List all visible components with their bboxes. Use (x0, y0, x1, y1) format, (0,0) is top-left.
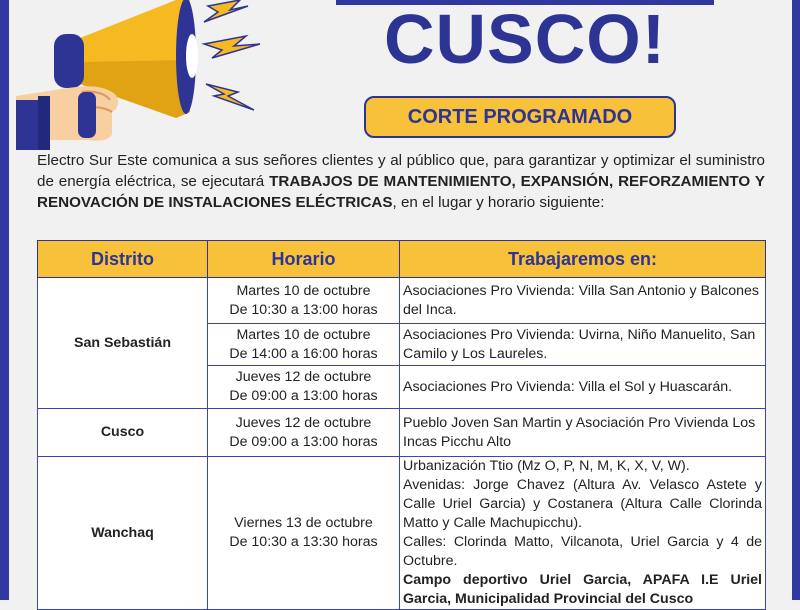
schedule-cell (208, 409, 400, 457)
time-text: De 09:00 a 13:00 horas (229, 388, 378, 404)
page-title: CUSCO! (383, 0, 667, 78)
schedule-cell (208, 324, 400, 366)
location-cell: Asociaciones Pro Vivienda: Villa el Sol y Huascarán. (400, 366, 766, 409)
date-text: Jueves 12 de octubre (235, 414, 372, 431)
date-text: Jueves 12 de octubre (235, 369, 372, 385)
right-border-bar (792, 0, 800, 600)
table-row (38, 457, 766, 610)
schedule-table (37, 240, 766, 610)
column-header-horario: Horario (208, 241, 400, 278)
date-text: Martes 10 de octubre (236, 282, 371, 299)
location-line: Calles: Clorinda Matto, Vilcanota, Uriel Garcia y 4 de Octubre. (403, 534, 762, 569)
schedule-cell (208, 366, 400, 409)
lightning-icon (204, 0, 248, 22)
date-text: Viernes 13 de octubre (234, 515, 373, 531)
date-text: Martes 10 de octubre (236, 326, 371, 343)
intro-text-end: , en el lugar y horario siguiente: (392, 194, 605, 211)
table-row (38, 409, 766, 457)
lightning-icon (206, 84, 254, 110)
time-text: De 09:00 a 13:00 horas (229, 433, 378, 450)
location-cell (400, 457, 766, 610)
location-cell: Asociaciones Pro Vivienda: Uvirna, Niño Manuelito, San Camilo y Los Laureles. (400, 324, 766, 366)
district-cell: Wanchaq (38, 457, 208, 610)
megaphone-icon (8, 0, 268, 150)
column-header-distrito: Distrito (38, 241, 208, 278)
time-text: De 10:30 a 13:30 horas (229, 534, 378, 550)
column-header-trabajaremos: Trabajaremos en: (400, 241, 766, 278)
intro-paragraph (37, 150, 765, 213)
intro-text: Electro Sur Este comunica a sus señores clientes y al público que, para garantizar y optimizar el suministro de energía eléctrica, se ejecutará (37, 152, 765, 190)
table-row (38, 278, 766, 324)
lightning-icon (204, 36, 260, 58)
location-line: Avenidas: Jorge Chavez (Altura Av. Velasco Astete y Calle Uriel Garcia) y Costanera (Altura Calle Clorinda Matto y Calle Machupicchu). (403, 477, 762, 531)
district-cell: San Sebastián (38, 278, 208, 409)
location-cell: Pueblo Joven San Martin y Asociación Pro Vivienda Los Incas Picchu Alto (400, 409, 766, 457)
location-line: Campo deportivo Uriel Garcia, APAFA I.E Uriel Garcia, Municipalidad Provincial del Cusco (403, 572, 762, 607)
status-badge: CORTE PROGRAMADO (364, 96, 676, 138)
time-text: De 10:30 a 13:00 horas (229, 301, 378, 318)
district-cell: Cusco (38, 409, 208, 457)
schedule-cell (208, 278, 400, 324)
location-line: Urbanización Ttio (Mz O, P, N, M, K, X, V, W). (403, 458, 690, 474)
table-header-row (38, 241, 766, 278)
intro-bold-text: TRABAJOS DE MANTENIMIENTO, EXPANSIÓN, REFORZAMIENTO Y RENOVACIÓN DE INSTALACIONES ELÉCTRICAS (37, 173, 765, 211)
location-cell: Asociaciones Pro Vivienda: Villa San Antonio y Balcones del Inca. (400, 278, 766, 324)
schedule-cell (208, 457, 400, 610)
time-text: De 14:00 a 16:00 horas (229, 345, 378, 362)
